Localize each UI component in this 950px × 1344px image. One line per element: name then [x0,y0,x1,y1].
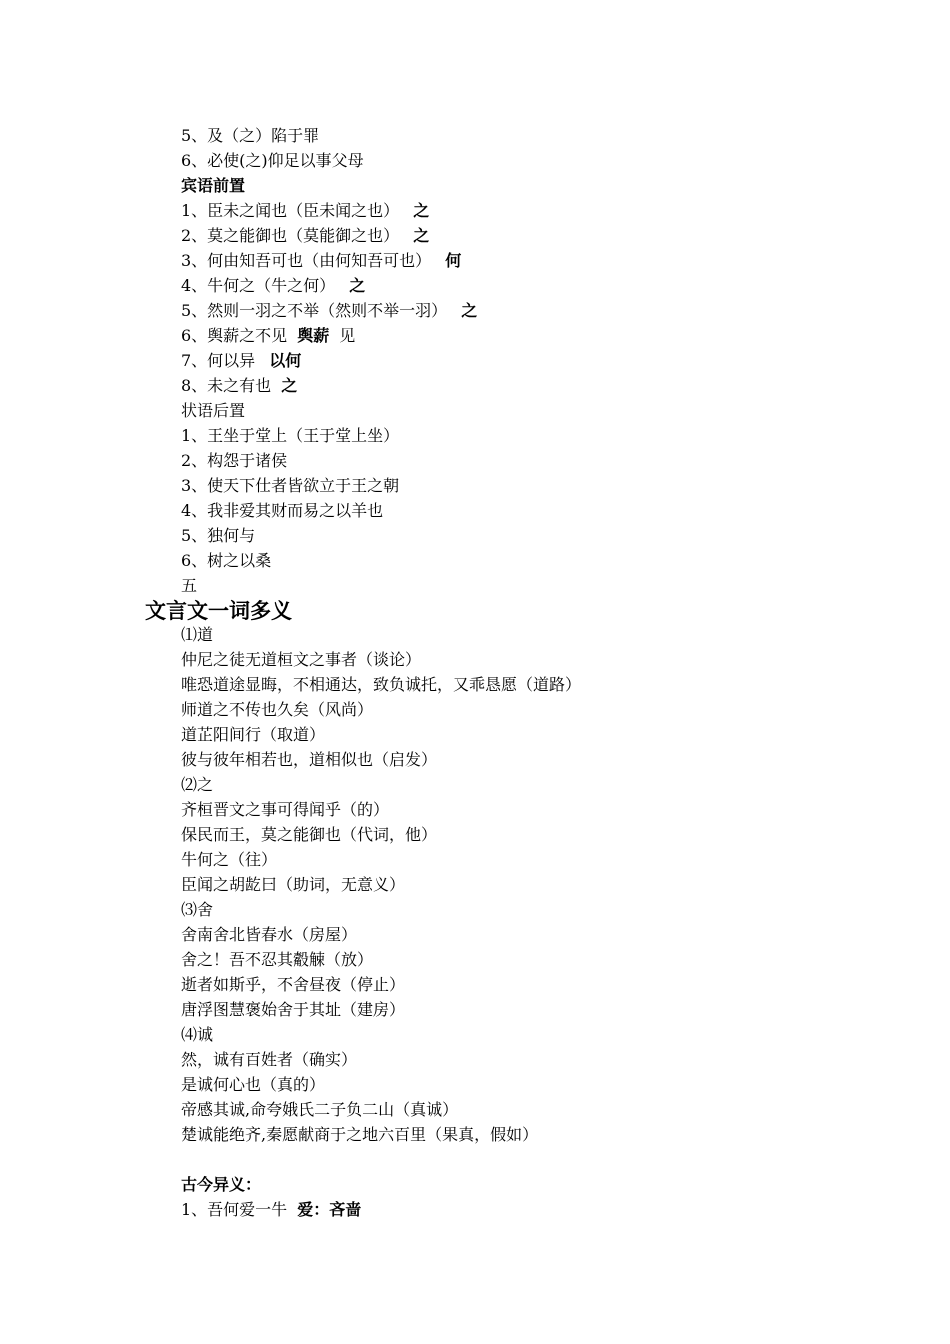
text-line: 齐桓晋文之事可得闻乎（的） [181,800,390,819]
list-item [181,376,297,396]
list-item [181,326,355,346]
item-key: 以何 [269,351,302,370]
text-line: 逝者如斯乎，不舍昼夜（停止） [181,975,406,994]
item-key: 何 [445,251,462,270]
item-text: 3、何由知吾可也（由何知吾可也） [181,251,432,270]
text-line: 6、必使(之)仰足以事父母 [181,151,364,170]
list-item: 4、我非爱其财而易之以羊也 [181,501,384,520]
list-item: 1、王坐于堂上（王于堂上坐） [181,426,400,445]
item-text: 4、牛何之（牛之何） [181,276,336,295]
list-item [181,251,461,271]
text-line: 5、及（之）陷于罪 [181,126,320,145]
item-text: 1、臣未之闻也（臣未闻之也） [181,201,400,220]
list-item [181,1200,361,1220]
text-line: 楚诚能绝齐,秦愿献商于之地六百里（果真，假如） [181,1125,539,1144]
text-line: 然，诚有百姓者（确实） [181,1050,358,1069]
text-line: 舍南舍北皆春水（房屋） [181,925,358,944]
item-key: 爱：吝啬 [297,1200,362,1219]
list-item: 2、构怨于诸侯 [181,451,288,470]
item-key: 之 [413,201,430,220]
text-line: 唐浮图慧褒始舍于其址（建房） [181,1000,406,1019]
text-line: 彼与彼年相若也，道相似也（启发） [181,750,438,769]
item-text: 1、吾何爱一牛 [181,1200,288,1219]
list-item: 3、使天下仕者皆欲立于王之朝 [181,476,400,495]
section-title-zhuangyu: 状语后置 [181,401,246,420]
list-item [181,351,301,371]
list-item [181,226,429,246]
text-line: 臣闻之胡龁曰（助词，无意义） [181,875,406,894]
text-line: 牛何之（往） [181,850,278,869]
item-text: 6、舆薪之不见 [181,326,288,345]
item-text: 8、未之有也 [181,376,272,395]
item-key: 之 [349,276,366,295]
section-heading: 文言文一词多义 [145,599,292,623]
section-number: 五 [181,576,198,595]
list-item [181,201,429,221]
text-line: 师道之不传也久矣（风尚） [181,700,374,719]
text-line: 帝感其诚,命夸娥氏二子负二山（真诚） [181,1100,459,1119]
text-line: 舍之！吾不忍其觳觫（放） [181,950,374,969]
item-text: 5、然则一羽之不举（然则不举一羽） [181,301,448,320]
text-line: 道芷阳间行（取道） [181,725,326,744]
list-item: 5、独何与 [181,526,256,545]
list-item: 6、树之以桑 [181,551,272,570]
item-key: 之 [281,376,298,395]
item-key: 之 [413,226,430,245]
text-line: ⑶舍 [181,900,214,919]
text-line: 是诚何心也（真的） [181,1075,326,1094]
list-item [181,276,365,296]
text-line: 唯恐道途显晦，不相通达，致负诚托，又乖恳愿（道路） [181,675,582,694]
item-text: 2、莫之能御也（莫能御之也） [181,226,400,245]
text-line: ⑴道 [181,625,214,644]
item-key: 之 [461,301,478,320]
item-after: 见 [339,326,356,345]
text-line: 保民而王，莫之能御也（代词，他） [181,825,438,844]
section-title-binyu: 宾语前置 [181,176,246,195]
text-line: 仲尼之徒无道桓文之事者（谈论） [181,650,422,669]
list-item [181,301,477,321]
item-key: 舆薪 [297,326,330,345]
item-text: 7、何以异 [181,351,256,370]
text-line: ⑵之 [181,775,214,794]
section-title-guojin: 古今异义： [181,1175,262,1194]
text-line: ⑷诚 [181,1025,214,1044]
